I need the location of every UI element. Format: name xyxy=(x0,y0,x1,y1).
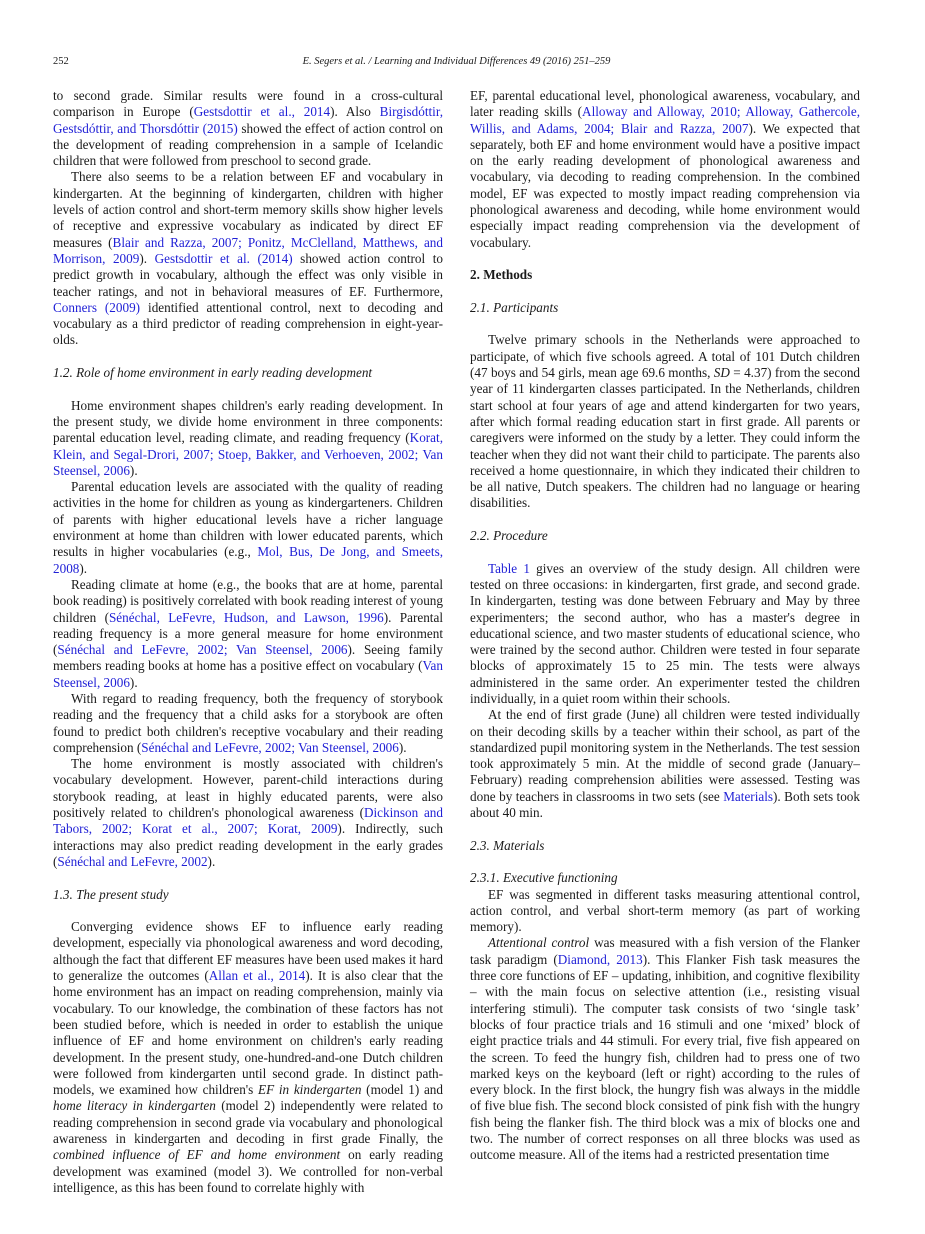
citation-link[interactable]: Alloway and Alloway, 2010; Alloway, Gathercole, Willis, and Adams, 2004; Blair and Razza, 2007 xyxy=(470,104,860,136)
paragraph: EF was segmented in different tasks measuring attentional control, action control, and verbal short-term memory (as part of working memory). xyxy=(470,886,860,935)
text: ). Indirectly, such interactions may also predict reading development in the early grades ( xyxy=(53,821,443,869)
paragraph xyxy=(470,88,860,251)
text: ). xyxy=(129,462,138,478)
section-heading-2-3: 2.3. Materials xyxy=(470,837,545,853)
citation-link[interactable]: Sénéchal and LeFevre, 2002; Van Steensel, 2006 xyxy=(141,739,399,755)
citation-link[interactable]: Sénéchal and LeFevre, 2002 xyxy=(57,853,208,869)
right-column xyxy=(470,88,860,1164)
emphasis: SD xyxy=(713,365,730,381)
paragraph xyxy=(470,332,860,511)
paragraph xyxy=(470,707,860,821)
emphasis: Attentional control xyxy=(488,935,590,951)
text: to second grade. Similar results were found in a cross-cultural comparison in Europe ( xyxy=(53,88,443,120)
section-heading-2-2: 2.2. Procedure xyxy=(470,528,548,544)
text: was measured with a fish version of the Flanker task paradigm ( xyxy=(470,935,860,967)
running-header xyxy=(53,56,860,72)
text: ). xyxy=(207,853,216,869)
citation-link[interactable]: Birgisdóttir, Gestsdóttir, and Thorsdóttir (2015) xyxy=(53,104,443,136)
text: Twelve primary schools in the Netherlands were approached to participate, of which five schools agreed. A total of 101 Dutch children (47 boys and 54 girls, mean age 69.6 months, xyxy=(470,332,860,381)
emphasis: home literacy in kindergarten xyxy=(53,1098,216,1114)
left-column xyxy=(53,88,443,1196)
citation-link[interactable]: Van Steensel, 2006 xyxy=(53,658,443,690)
section-heading-2-1: 2.1. Participants xyxy=(470,299,559,315)
paragraph xyxy=(53,577,443,691)
paragraph xyxy=(470,561,860,708)
text: EF, parental educational level, phonological awareness, vocabulary, and later reading skills ( xyxy=(470,88,860,120)
text: gives an overview of the study design. All children were tested on three occasions: in kindergarten, first grade, and second grade. In kindergarten, testing was done between February and May by three experimenters; the second author, who has a master's degree in educational science, and two master students of educational science, who were trained by the second author. Children were tested in four separate blocks of approximately 15 to 25 min. The tests were always administered in the same order. An experimenter tested the children individually, in a quiet room within their schools. xyxy=(470,560,860,706)
paragraph xyxy=(53,398,443,479)
text: Converging evidence shows EF to influence early reading development, especially via phonological awareness and word decoding, although the fact that different EF measures have been used makes it hard to generalize the outcomes ( xyxy=(53,919,443,984)
citation-link[interactable]: Allan et al., 2014 xyxy=(208,968,306,984)
paragraph xyxy=(53,919,443,1196)
text: ). xyxy=(129,674,138,690)
paragraph xyxy=(53,756,443,870)
citation-link[interactable]: Sénéchal and LeFevre, 2002; Van Steensel, 2006 xyxy=(57,642,348,658)
section-link[interactable]: Materials xyxy=(723,788,774,804)
citation-link[interactable]: Gestsdottir et al. (2014) xyxy=(154,250,293,266)
paragraph xyxy=(53,88,443,169)
text: With regard to reading frequency, both the frequency of storybook reading and the frequency that a child asks for a storybook are often found to predict both children's receptive vocabulary and their reading comprehension ( xyxy=(53,690,443,755)
paragraph xyxy=(470,935,860,1163)
text: = 4.37) from the second year of 11 kindergarten classes participated. In the Netherlands, children start school at four years of age and attend kindergarten for two years, after which formal reading education start in first grade. All parents or caregivers were informed on the study by a letter. They could inform the teacher when they did not want their child to participate. The parents also received a home questionnaire, in which they indicated their children to be all native, Dutch speakers. The children had no language or hearing disabilities. xyxy=(470,365,861,511)
citation-link[interactable]: Mol, Bus, De Jong, and Smeets, 2008 xyxy=(53,544,443,576)
text: identified attentional control, next to decoding and vocabulary as a third predictor of reading comprehension in eight-year-olds. xyxy=(53,299,443,348)
text: ). Also xyxy=(330,104,380,120)
text: (model 1) and xyxy=(361,1082,443,1098)
text: Reading climate at home (e.g., the books that are at home, parental book reading) is positively correlated with book reading interest of young children ( xyxy=(53,576,443,625)
section-heading-2-3-1: 2.3.1. Executive functioning xyxy=(470,870,618,886)
text: At the end of first grade (June) all children were tested individually on their decoding skills by a teacher within their school, as part of the standardized pupil monitoring system in the Netherlands. The test session took approximately 5 min. At the middle of second grade (January–February) reading comprehension abilities were assessed. Testing was done by teachers in classrooms in two sets (see xyxy=(470,707,860,804)
section-heading-2: 2. Methods xyxy=(470,267,533,283)
text: ). Parental reading frequency is a more general measure for home environment ( xyxy=(53,609,443,658)
text: Home environment shapes children's early reading development. In the present study, we divide home environment in three components: parental education level, reading climate, and reading frequency ( xyxy=(53,397,443,446)
page-number: 252 xyxy=(53,56,69,67)
section-heading-1-2: 1.2. Role of home environment in early reading development xyxy=(53,365,373,381)
emphasis: EF in kindergarten xyxy=(258,1082,362,1098)
citation-link[interactable]: Diamond, 2013 xyxy=(557,951,643,967)
text: showed action control to predict growth in vocabulary, although the effect was only visible in teacher ratings, and not in behavioral measures of EF. Furthermore, xyxy=(53,250,443,299)
text: ). It is also clear that the home environment has an impact on reading comprehension, mainly via vocabulary. To our knowledge, the combination of these factors has not been studied before, which is needed in order to establish the unique influence of EF and home environment on children's early reading development. In the present study, one-hundred-and-one Dutch children were followed from kindergarten until second grade. In distinct path-models, we examined how children's xyxy=(53,968,443,1098)
text: ). xyxy=(398,739,407,755)
text: ). Both sets took about 40 min. xyxy=(470,788,860,821)
paragraph xyxy=(53,169,443,348)
text: ). We expected that separately, both EF and home environment would have a positive impact on the early reading development of phonological awareness and vocabulary, via decoding to reading comprehension. In the combined model, EF was expected to mostly impact reading comprehension via phonological awareness and decoding, while home environment would especially impact reading comprehension via the development of vocabulary. xyxy=(470,120,861,250)
section-heading-1-3: 1.3. The present study xyxy=(53,886,169,902)
text: Parental education levels are associated with the quality of reading activities in the home for children as young as kindergarteners. Children of parents with higher educational levels have a richer language environment at home than children with lower educated parents, which results in higher vocabularies (e.g., xyxy=(53,479,443,560)
text: ). xyxy=(79,560,88,576)
table-link[interactable]: Table 1 xyxy=(488,560,530,576)
text: The home environment is mostly associated with children's vocabulary development. However, parent-child interactions during storybook reading, at least in highly educated parents, were also positively related to children's phonological awareness ( xyxy=(53,756,443,821)
citation-link[interactable]: Gestsdottir et al., 2014 xyxy=(193,104,331,120)
text: showed the effect of action control on the development of reading comprehension in a sample of Icelandic children that were followed from preschool to second grade. xyxy=(53,120,443,169)
citation-link[interactable]: Blair and Razza, 2007; Ponitz, McClelland, Matthews, and Morrison, 2009 xyxy=(53,234,443,266)
text: on early reading development was examined (model 3). We controlled for non-verbal intelligence, as this has been found to correlate highly with xyxy=(53,1147,443,1195)
text: (model 2) independently were related to reading comprehension in second grade via vocabulary and phonological awareness in kindergarten and decoding in first grade Finally, the xyxy=(53,1098,443,1146)
citation-link[interactable]: Korat, Klein, and Segal-Drori, 2007; Stoep, Bakker, and Verhoeven, 2002; Van Steensel, 2006 xyxy=(53,430,443,478)
journal-reference: E. Segers et al. / Learning and Individual Differences 49 (2016) 251–259 xyxy=(302,56,611,67)
paragraph xyxy=(53,479,443,577)
text: ). This Flanker Fish task measures the three core functions of EF – updating, inhibition, and cognitive flexibility – with the main focus on selective attention (i.e., resisting visual interfering stimuli). The computer task consists of two ‘single task’ blocks of four practice trials and 16 stimuli and one ‘mixed’ block of eight practice trials and 44 stimuli. For every trial, five fish appeared on the screen. To feed the hungry fish, children had to press one of two marked keys on the keyboard (left or right) according to the rules of every block. In the first block, the hungry fish was always in the middle of five blue fish. The second block consisted of pink fish with the hungry fish being the flanker fish. The third block was a mix of blocks one and two. The number of correct responses on all three blocks was used as outcome measure. All of the items had a restricted presentation time xyxy=(470,951,860,1163)
paragraph xyxy=(53,691,443,756)
citation-link[interactable]: Sénéchal, LeFevre, Hudson, and Lawson, 1996 xyxy=(108,609,384,625)
text: ). xyxy=(139,250,155,266)
text: ). Seeing family members reading books at home has a positive effect on vocabulary ( xyxy=(53,642,443,674)
citation-link[interactable]: Dickinson and Tabors, 2002; Korat et al., 2007; Korat, 2009 xyxy=(53,805,443,837)
emphasis: combined influence of EF and home environment xyxy=(53,1147,341,1163)
text: There also seems to be a relation between EF and vocabulary in kindergarten. At the beginning of kindergarten, children with higher levels of action control and short-term memory skills show higher levels of receptive and expressive vocabulary as indicated by direct EF measures ( xyxy=(53,169,443,250)
citation-link[interactable]: Conners (2009) xyxy=(53,299,141,315)
